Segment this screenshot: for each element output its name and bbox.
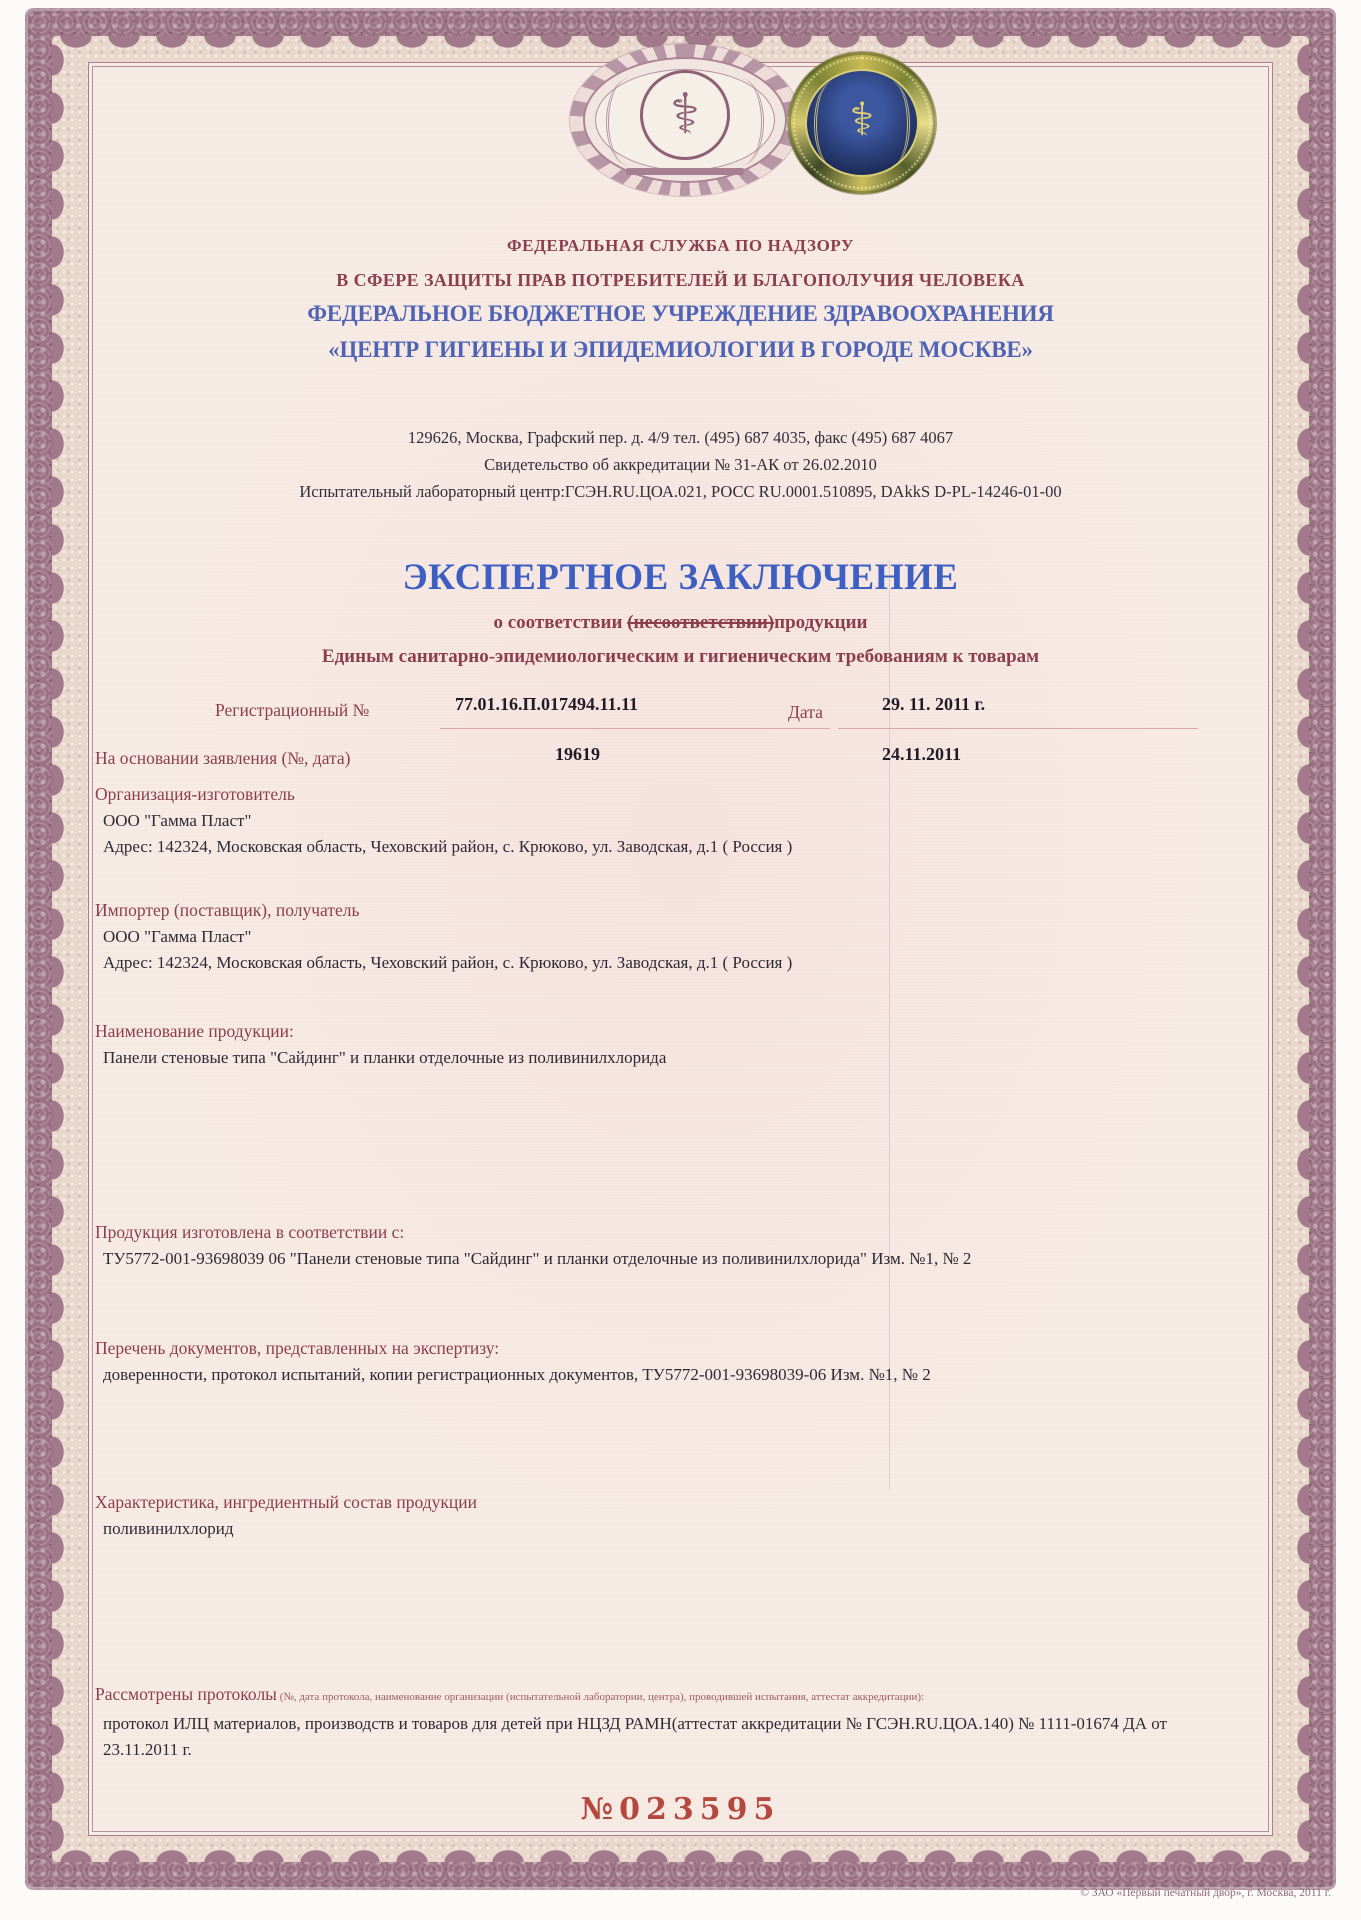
underline: [838, 728, 1198, 729]
registration-number-label: Регистрационный №: [215, 700, 370, 720]
section-manufactured-according: [95, 1222, 1265, 1269]
bowl-of-hygieia-medallion-icon: [570, 44, 800, 196]
section-documents-list: [95, 1338, 1265, 1385]
section-text: протокол ИЛЦ материалов, производств и товаров для детей при НЦЗД РАМН(аттестат аккредитации № ГСЭН.RU.ЦОА.140) № 1111-01674 ДА от 23.11.2011 г.: [103, 1714, 1167, 1760]
section-label: Перечень документов, представленных на экспертизу:: [95, 1338, 500, 1358]
section-text: ООО "Гамма Пласт": [103, 811, 252, 830]
section-label: Рассмотрены протоколы: [95, 1684, 277, 1704]
section-product-name: [95, 1021, 1265, 1068]
scallop-edge-right: [1291, 36, 1309, 1862]
section-text: Панели стеновые типа "Сайдинг" и планки отделочные из поливинилхлорида: [103, 1048, 667, 1067]
section-composition: [95, 1492, 1265, 1539]
section-text: Адрес: 142324, Московская область, Чеховский район, с. Крюково, ул. Заводская, д.1 ( Россия ): [103, 953, 793, 972]
organization-name-line2: «ЦЕНТР ГИГИЕНЫ И ЭПИДЕМИОЛОГИИ В ГОРОДЕ МОСКВЕ»: [328, 337, 1033, 362]
section-text: ТУ5772-001-93698039 06 "Панели стеновые типа "Сайдинг" и планки отделочные из поливинилхлорида" Изм. №1, № 2: [103, 1249, 972, 1268]
document-title: ЭКСПЕРТНОЕ ЗАКЛЮЧЕНИЕ: [402, 557, 959, 598]
printer-copyright: © ЗАО «Первый печатный двор», г. Москва, 2011 г.: [1080, 1887, 1331, 1899]
section-text: Адрес: 142324, Московская область, Чеховский район, с. Крюково, ул. Заводская, д.1 ( Россия ): [103, 837, 793, 856]
date-label: Дата: [788, 702, 823, 722]
registration-number-value: 77.01.16.П.017494.11.11: [455, 694, 639, 714]
section-importer: [95, 900, 1265, 973]
section-label-note: (№, дата протокола, наименование организации (испытательной лаборатории, центра), проводившей испытания, аттестат аккредитации):: [276, 1691, 925, 1703]
struck-text: (несоответствии): [627, 612, 775, 633]
serial-number: №023595: [580, 1792, 781, 1827]
holo-medicine-staff-icon: ⚕: [849, 94, 875, 146]
document-subtitle2: Единым санитарно-эпидемиологическим и гигиеническим требованиям к товарам: [321, 646, 1040, 667]
application-date-value: 24.11.2011: [882, 744, 962, 764]
scallop-edge-left: [52, 36, 70, 1862]
section-label: Импортер (поставщик), получатель: [95, 900, 360, 920]
section-label: Наименование продукции:: [95, 1021, 294, 1041]
medicine-staff-icon: ⚕: [640, 70, 730, 160]
holo-laurel-right-icon: [873, 82, 910, 166]
agency-name-line1: ФЕДЕРАЛЬНАЯ СЛУЖБА ПО НАДЗОРУ: [506, 236, 855, 255]
application-label: На основании заявления (№, дата): [95, 748, 351, 768]
section-manufacturer: [95, 784, 1265, 857]
address-line: 129626, Москва, Графский пер. д. 4/9 тел. (495) 687 4035, факс (495) 687 4067: [407, 428, 954, 447]
section-label: Продукция изготовлена в соответствии с:: [95, 1222, 405, 1242]
date-value: 29. 11. 2011 г.: [882, 694, 986, 714]
holographic-seal-icon: [788, 52, 936, 194]
section-text: ООО "Гамма Пласт": [103, 927, 252, 946]
section-label-group: [95, 1684, 1220, 1705]
section-text: доверенности, протокол испытаний, копии регистрационных документов, ТУ5772-001-93698039-06 Изм. №1, № 2: [103, 1365, 931, 1384]
section-protocols: [95, 1684, 1220, 1764]
lab-center-line: Испытательный лабораторный центр:ГСЭН.RU.ЦОА.021, РОСС RU.0001.510895, DAkkS D-PL-14246-01-00: [299, 482, 1062, 501]
agency-name-line2: В СФЕРЕ ЗАЩИТЫ ПРАВ ПОТРЕБИТЕЛЕЙ И БЛАГОПОЛУЧИЯ ЧЕЛОВЕКА: [336, 270, 1025, 290]
holo-laurel-left-icon: [814, 82, 851, 166]
scallop-edge-bottom: [52, 1844, 1309, 1862]
accreditation-line: Свидетельство об аккредитации № 31-АК от 26.02.2010: [484, 455, 877, 474]
organization-name-line1: ФЕДЕРАЛЬНОЕ БЮДЖЕТНОЕ УЧРЕЖДЕНИЕ ЗДРАВООХРАНЕНИЯ: [307, 301, 1054, 326]
section-label: Организация-изготовитель: [95, 784, 295, 804]
section-text: поливинилхлорид: [103, 1519, 234, 1538]
document-subtitle: о соответствии (несоответствии)продукции: [493, 612, 868, 633]
section-label: Характеристика, ингредиентный состав продукции: [95, 1492, 477, 1512]
underline: [440, 728, 830, 729]
seal-ribbon: [626, 168, 744, 175]
application-number-value: 19619: [555, 744, 600, 764]
